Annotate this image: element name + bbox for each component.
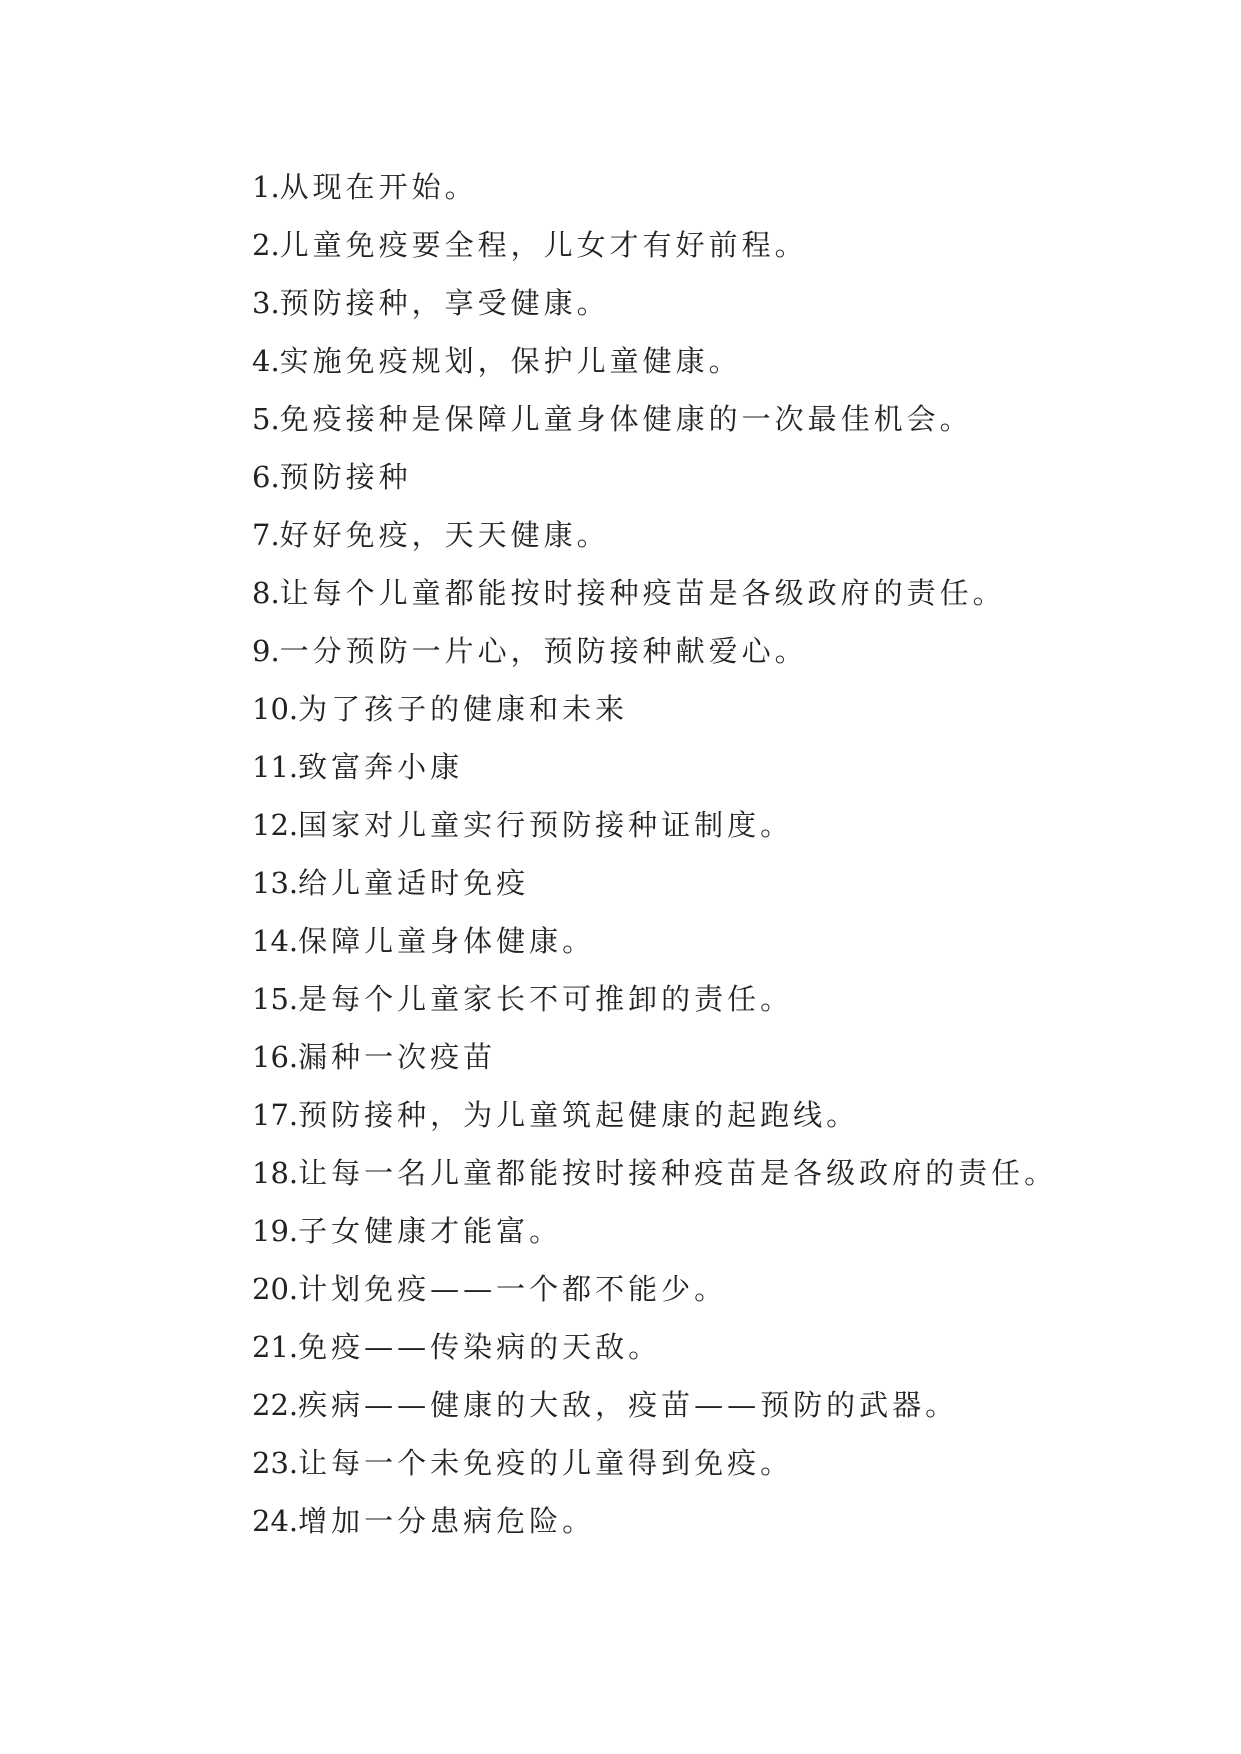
item-text: 给儿童适时免疫 [298, 866, 530, 900]
list-item [252, 1260, 1057, 1318]
item-number: 18. [252, 1156, 299, 1190]
item-text: 好好免疫，天天健康。 [279, 518, 610, 552]
item-number: 8. [252, 576, 280, 610]
item-number: 19. [252, 1214, 299, 1248]
list-item [252, 1202, 1057, 1260]
list-item [252, 1376, 1057, 1434]
item-text: 让每个儿童都能按时接种疫苗是各级政府的责任。 [279, 576, 1006, 610]
item-number: 7. [252, 518, 280, 552]
list-item [252, 448, 1057, 506]
item-text: 预防接种，享受健康。 [279, 286, 610, 320]
item-number: 1. [252, 170, 280, 204]
list-item [252, 854, 1057, 912]
item-text: 增加一分患病危险。 [298, 1504, 596, 1538]
list-item [252, 332, 1057, 390]
list-item [252, 564, 1057, 622]
list-item [252, 1434, 1057, 1492]
list-item [252, 216, 1057, 274]
list-item [252, 796, 1057, 854]
list-item [252, 1086, 1057, 1144]
list-item [252, 622, 1057, 680]
item-number: 4. [252, 344, 280, 378]
item-text: 致富奔小康 [298, 750, 464, 784]
item-number: 22. [252, 1388, 299, 1422]
item-number: 24. [252, 1504, 299, 1538]
list-item [252, 680, 1057, 738]
item-text: 计划免疫——一个都不能少。 [298, 1272, 728, 1306]
item-number: 20. [252, 1272, 299, 1306]
list-item [252, 1318, 1057, 1376]
item-number: 6. [252, 460, 280, 494]
list-item [252, 738, 1057, 796]
item-number: 12. [252, 808, 299, 842]
item-number: 10. [252, 692, 299, 726]
item-number: 17. [252, 1098, 299, 1132]
list-item [252, 1028, 1057, 1086]
item-text: 预防接种，为儿童筑起健康的起跑线。 [298, 1098, 860, 1132]
list-item [252, 274, 1057, 332]
item-text: 为了孩子的健康和未来 [298, 692, 629, 726]
list-item [252, 506, 1057, 564]
item-text: 免疫——传染病的天敌。 [298, 1330, 662, 1364]
item-text: 保障儿童身体健康。 [298, 924, 596, 958]
item-text: 让每一个未免疫的儿童得到免疫。 [298, 1446, 794, 1480]
item-number: 3. [252, 286, 280, 320]
list-item [252, 970, 1057, 1028]
item-text: 预防接种 [279, 460, 412, 494]
item-number: 2. [252, 228, 280, 262]
item-number: 16. [252, 1040, 299, 1074]
item-text: 是每个儿童家长不可推卸的责任。 [298, 982, 794, 1016]
item-number: 5. [252, 402, 280, 436]
item-number: 15. [252, 982, 299, 1016]
item-number: 11. [252, 750, 299, 784]
item-number: 14. [252, 924, 299, 958]
item-text: 疾病——健康的大敌，疫苗——预防的武器。 [298, 1388, 959, 1422]
list-item [252, 158, 1057, 216]
item-text: 从现在开始。 [279, 170, 478, 204]
item-text: 免疫接种是保障儿童身体健康的一次最佳机会。 [279, 402, 973, 436]
item-number: 23. [252, 1446, 299, 1480]
list-item [252, 1144, 1057, 1202]
item-text: 让每一名儿童都能按时接种疫苗是各级政府的责任。 [298, 1156, 1058, 1190]
item-text: 漏种一次疫苗 [298, 1040, 497, 1074]
item-text: 一分预防一片心，预防接种献爱心。 [279, 634, 808, 668]
item-text: 子女健康才能富。 [298, 1214, 563, 1248]
item-number: 13. [252, 866, 299, 900]
slogan-list [252, 158, 1057, 1550]
item-text: 实施免疫规划，保护儿童健康。 [279, 344, 742, 378]
item-number: 21. [252, 1330, 299, 1364]
list-item [252, 912, 1057, 970]
list-item [252, 390, 1057, 448]
list-item [252, 1492, 1057, 1550]
item-text: 国家对儿童实行预防接种证制度。 [298, 808, 794, 842]
item-number: 9. [252, 634, 280, 668]
item-text: 儿童免疫要全程，儿女才有好前程。 [279, 228, 808, 262]
